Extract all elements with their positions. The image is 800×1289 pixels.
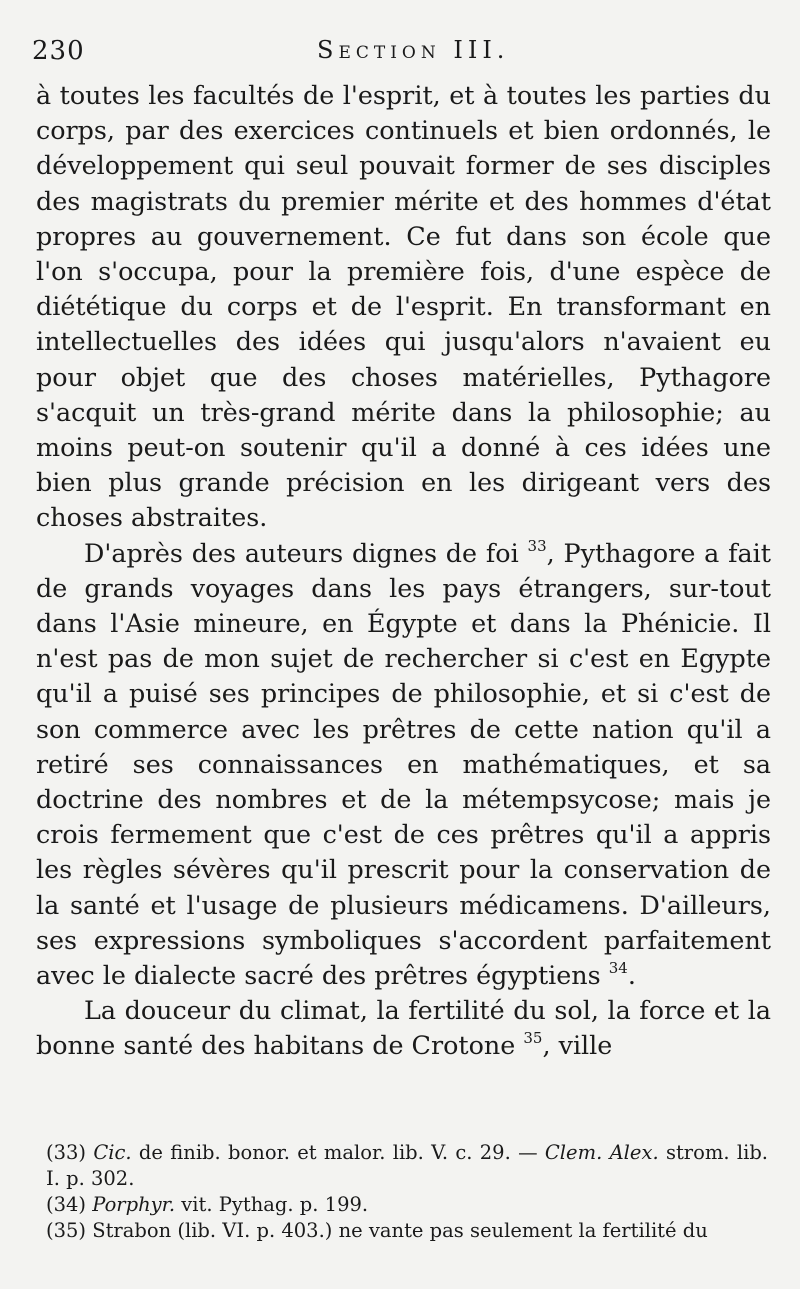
footnote-33 <box>46 1140 768 1192</box>
text-run: (35) Strabon (lib. VI. p. 403.) ne vante pas seulement la fertilité du <box>46 1219 708 1242</box>
text-run: strom. lib. I. p. 302. <box>46 1141 768 1190</box>
paragraph-2 <box>36 536 771 994</box>
text-run: . <box>627 960 636 991</box>
running-head: Section III. <box>317 36 510 64</box>
footnote-reference: 35 <box>523 1029 543 1048</box>
body-text <box>36 78 771 1064</box>
footnote-reference: 34 <box>608 959 628 978</box>
page-number: 230 <box>32 36 85 66</box>
italic-citation: Cic. <box>93 1141 132 1164</box>
italic-citation: Clem. Alex. <box>544 1141 659 1164</box>
text-run: à toutes les facultés de l'esprit, et à toutes les parties du corps, par des exercices continuels et bien ordonnés, le développement qui seul pouvait former de ses disciples des magistrats du premier mérite et des hommes d'état propres au gouvernement. Ce fut dans son école que l'on s'occupa, pour la première fois, d'une espèce de diététique du corps et de l'esprit. En transformant en intellectuelles des idées qui jusqu'alors n'avaient eu pour objet que des choses matérielles, Pythagore s'acquit un très-grand mérite dans la philosophie; au moins peut-on soutenir qu'il a donné à ces idées une bien plus grande précision en les dirigeant vers des choses abstraites. <box>36 80 771 533</box>
text-run: , ville <box>542 1030 613 1061</box>
text-run: D'après des auteurs dignes de foi <box>84 537 528 568</box>
text-run: de finib. bonor. et malor. lib. V. c. 29. — <box>131 1141 545 1164</box>
footnote-35 <box>46 1218 768 1244</box>
text-run: vit. Pythag. p. 199. <box>175 1193 369 1216</box>
paragraph-1 <box>36 78 771 536</box>
footnote-reference: 33 <box>527 536 547 555</box>
italic-citation: Porphyr. <box>92 1193 176 1216</box>
footnote-34 <box>46 1192 768 1218</box>
page-header <box>32 30 760 70</box>
text-run: , Pythagore a fait de grands voyages dans les pays étrangers, sur-tout dans l'Asie mineure, en Égypte et dans la Phénicie. Il n'est pas de mon sujet de rechercher si c'est en Egypte qu'il a puisé ses principes de philosophie, et si c'est de son commerce avec les prêtres de cette nation qu'il a retiré ses connaissances en mathématiques, et sa doctrine des nombres et de la métempsycose; mais je crois fermement que c'est de ces prêtres qu'il a appris les règles sévères qu'il prescrit pour la conservation de la santé et l'usage de plusieurs médicamens. D'ailleurs, ses expressions symboliques s'accordent parfaitement avec le dialecte sacré des prêtres égyptiens <box>36 537 771 991</box>
text-run: (34) <box>46 1193 93 1216</box>
paragraph-3 <box>36 993 771 1063</box>
footnotes <box>46 1140 768 1244</box>
text-run: La douceur du climat, la fertilité du sol, la force et la bonne santé des habitans de Crotone <box>36 995 771 1061</box>
text-run: (33) <box>46 1141 94 1164</box>
